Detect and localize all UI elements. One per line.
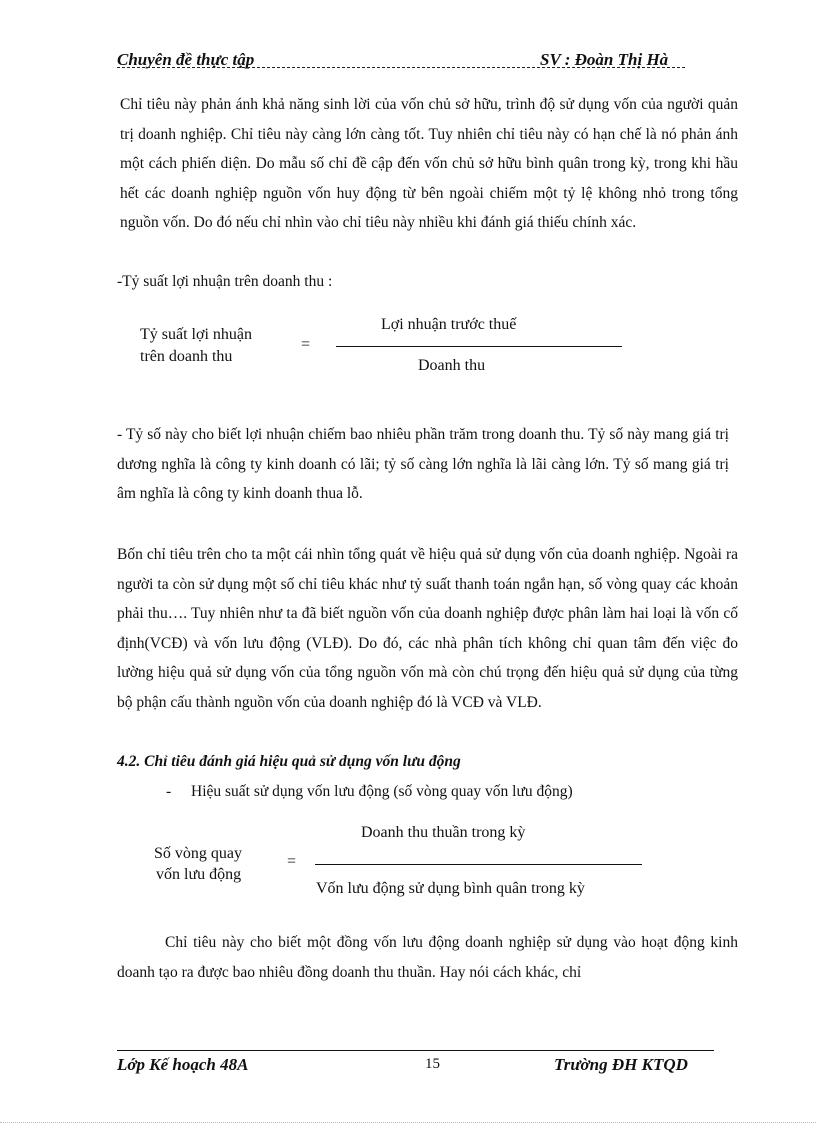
paragraph-text: - Tỷ số này cho biết lợi nhuận chiếm bao nhiêu phần trăm trong doanh thu. Tỷ số này mang giá trị dương nghĩa là công ty kinh doanh có lãi; tỷ số càng lớn nghĩa là lãi càng lớn. Tỷ số mang giá trị âm nghĩa là công ty kinh doanh thua lỗ. <box>117 426 729 502</box>
paragraph-text: Chỉ tiêu này cho biết một đồng vốn lưu động doanh nghiệp sử dụng vào hoạt động kinh doanh tạo ra được bao nhiêu đồng doanh thu thuần. Hay nói cách khác, chỉ <box>117 934 738 981</box>
formula2-lhs-line1: Số vòng quay <box>154 845 242 862</box>
formula2-lhs-line2: vốn lưu động <box>156 866 242 883</box>
paragraph-text: Bốn chỉ tiêu trên cho ta một cái nhìn tổng quát về hiệu quả sử dụng vốn của doanh nghiệp. Ngoài ra người ta còn sử dụng một số chỉ tiêu khác như tỷ suất thanh toán ngắn hạn, số vòng quay các khoản phải thu…. Tuy nhiên như ta đã biết nguồn vốn của doanh nghiệp được phân làm hai loại là vốn cố định(VCĐ) và vốn lưu động (VLĐ). Do đó, các nhà phân tích không chỉ quan tâm đến việc đo lường hiệu quả sử dụng vốn của tổng nguồn vốn mà còn chú trọng đến hiệu quả sử dụng của từng bộ phận cấu thành nguồn vốn của doanh nghiệp đó là VCĐ và VLĐ. <box>117 546 738 711</box>
formula1-numerator: Lợi nhuận trước thuế <box>381 316 517 333</box>
formula2-numerator: Doanh thu thuần trong kỳ <box>361 824 526 841</box>
item-profit-margin: -Tỷ suất lợi nhuận trên doanh thu : <box>117 273 333 290</box>
footer-school: Trường ĐH KTQD <box>554 1055 688 1074</box>
paragraph-roe-explanation <box>120 90 738 238</box>
formula2-fraction-bar <box>315 864 642 865</box>
footer-divider <box>117 1050 714 1051</box>
formula1-lhs-line2: trên doanh thu <box>140 348 233 365</box>
formula1-fraction-bar <box>336 346 622 347</box>
formula1-denominator: Doanh thu <box>418 357 486 374</box>
paragraph-overview <box>117 540 738 717</box>
bullet-dash: - <box>166 783 172 800</box>
section-heading: 4.2. Chỉ tiêu đánh giá hiệu quả sử dụng vốn lưu động <box>117 753 461 770</box>
paragraph-text: Chỉ tiêu này phản ánh khả năng sinh lời của vốn chủ sở hữu, trình độ sử dụng vốn của người quản trị doanh nghiệp. Chỉ tiêu này càng lớn càng tốt. Tuy nhiên chỉ tiêu này có hạn chế là nó phản ánh một cách phiến diện. Do mẫu số chỉ đề cập đến vốn chủ sở hữu bình quân trong kỳ, trong khi hầu hết các doanh nghiệp nguồn vốn huy động từ bên ngoài chiếm một tỷ lệ không nhỏ trong tổng nguồn vốn. Do đó nếu chỉ nhìn vào chỉ tiêu này nhiều khi đánh giá thiếu chính xác. <box>120 96 738 231</box>
header-left-title: Chuyên đề thực tập <box>117 50 255 69</box>
page-number: 15 <box>425 1056 440 1072</box>
header-divider <box>117 67 685 68</box>
formula2-equals: = <box>287 853 297 870</box>
paragraph-profit-margin-explanation <box>117 420 729 509</box>
formula2-denominator: Vốn lưu động sử dụng bình quân trong kỳ <box>316 880 585 897</box>
footer-class: Lớp Kế hoạch 48A <box>117 1055 249 1074</box>
header-author: SV : Đoàn Thị Hà <box>540 50 669 69</box>
bullet-working-capital-turnover: Hiệu suất sử dụng vốn lưu động (số vòng quay vốn lưu động) <box>191 783 573 800</box>
formula1-equals: = <box>301 336 311 353</box>
paragraph-working-capital-explanation <box>117 928 738 987</box>
formula1-lhs-line1: Tỷ suất lợi nhuận <box>140 326 252 343</box>
